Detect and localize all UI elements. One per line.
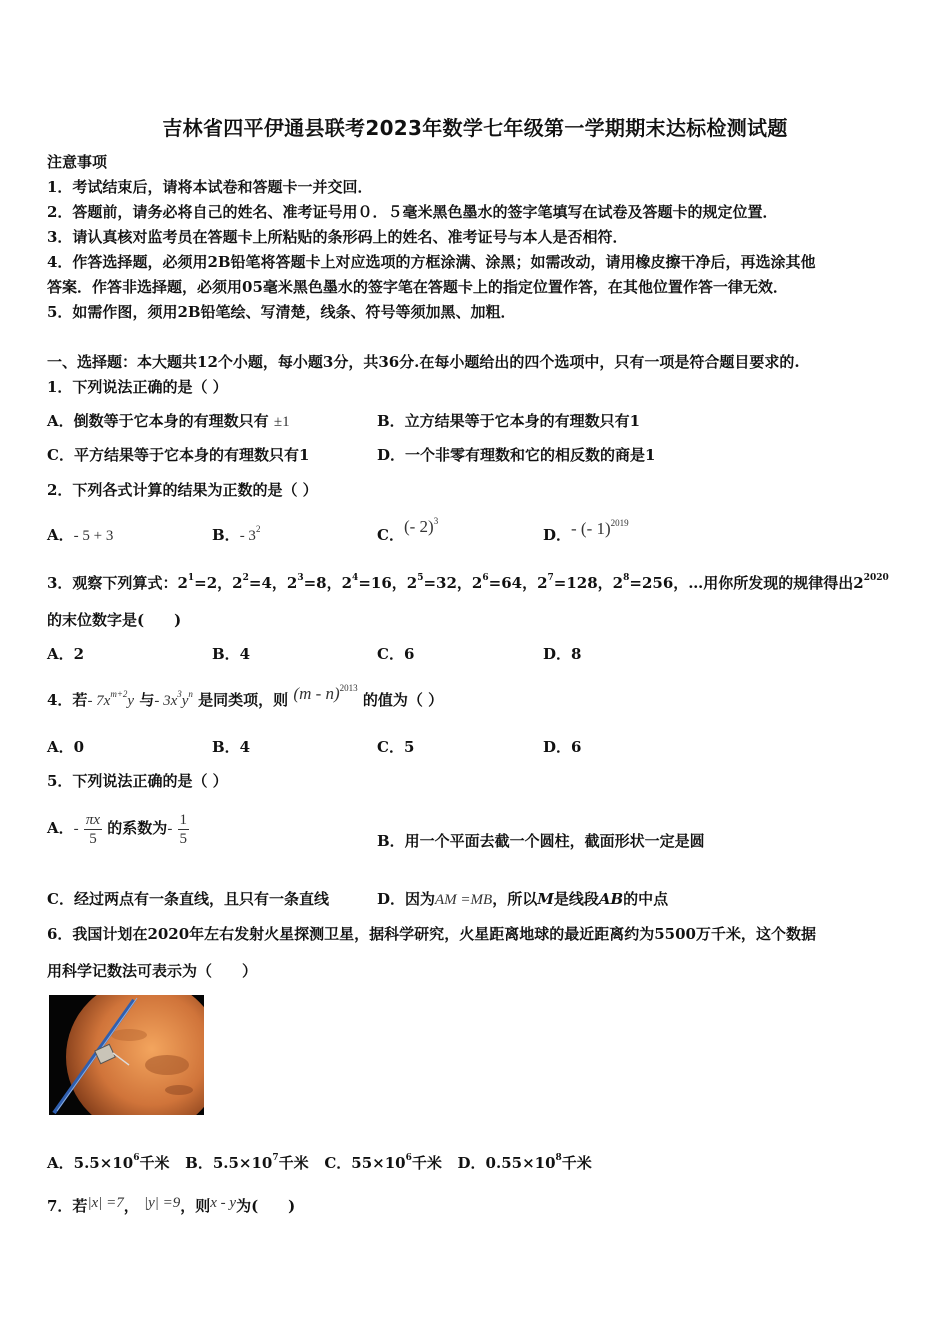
q3-power-exp: 4: [352, 573, 359, 583]
notice-item: 2．答题前，请务必将自己的姓名、准考证号用０．５毫米黑色墨水的签字笔填写在试卷及答题卡的规定位置．: [47, 203, 778, 221]
q3-power-base: 2: [612, 574, 624, 592]
question-1-stem: 1．下列说法正确的是（ ）: [47, 378, 228, 396]
notice-item: 1．考试结束后，请将本试卷和答题卡一并交回．: [47, 178, 373, 196]
q3-power-base: 2: [341, 574, 353, 592]
q3-power-exp: 8: [623, 573, 630, 583]
q6-option-b: B．$5.5\times 10^7$千米: [185, 1153, 309, 1172]
notice-item: 答案．作答非选择题，必须用05毫米黑色墨水的签字笔在答题卡上的指定位置作答，在其他位置作答一律无效．: [47, 278, 788, 296]
q1-option-b: B．立方结果等于它本身的有理数只有1: [377, 412, 641, 430]
q3-power-base: 2: [232, 574, 243, 592]
q5-option-a: A．- $\frac{\pi x}{5}$ 的系数为- $\frac{1}{5}$: [47, 811, 188, 847]
q3-option-c: C．6: [377, 645, 415, 663]
question-3-stem: 3．观察下列算式：$2^1=2$，$2^2=4$，$2^3=8$，$2^4=16$，$2^5=32$，$2^6=64$，$2^7=128$，$2^8=256$，…用你所发现的规律得出$2^{2020}$: [47, 573, 889, 592]
q3-power-value: =8，: [303, 574, 342, 592]
q3-power-exp: 1: [187, 573, 195, 583]
notice-item: 4．作答选择题，必须用2B铅笔将答题卡上对应选项的方框涂满、涂黑；如需改动，请用橡皮擦干净后，再选涂其他: [47, 253, 816, 271]
q3-option-d: D．8: [543, 645, 582, 663]
q6-option-c: C．$55\times 10^6$千米: [324, 1153, 442, 1172]
q3-option-a: A．2: [47, 645, 85, 663]
q4-expr-2: - 3x: [154, 693, 178, 709]
q3-power-base: 2: [406, 574, 418, 592]
q3-power-base: 2: [177, 574, 188, 592]
question-7-stem: 7．若|x| =7， |y| =9，则x - y为( ): [47, 1195, 296, 1215]
q4-option-c: C．5: [377, 738, 415, 756]
q3-option-b: B．4: [212, 645, 251, 663]
q3-power-value: =2，: [194, 574, 233, 592]
q3-power-exp: 7: [547, 573, 554, 583]
q6-options: [47, 1153, 592, 1173]
q1-option-c: C．平方结果等于它本身的有理数只有1: [47, 446, 310, 464]
q1-option-d: D．一个非零有理数和它的相反数的商是1: [377, 446, 656, 464]
q4-option-b: B．4: [212, 738, 251, 756]
q3-power-value: =256，: [629, 574, 689, 592]
q3-power-base: 2: [286, 574, 298, 592]
q5-option-c: C．经过两点有一条直线，且只有一条直线: [47, 890, 329, 908]
notice-item: 3．请认真核对监考员在答题卡上所粘贴的条形码上的姓名、准考证号与本人是否相符．: [47, 228, 628, 246]
question-3-line2: 的末位数字是( ): [47, 611, 182, 629]
q3-power-value: =32，: [423, 574, 472, 592]
q3-power-exp: 6: [482, 573, 489, 583]
question-4-stem: 4．若- $7x^{m+2}y$ 与- $3x^3y^n$ 是同类项，则 (m - n)$^{2013}$ 的值为（ ）: [47, 683, 444, 709]
q3-power-base: 2: [537, 574, 548, 592]
q3-power-base: 2: [471, 574, 483, 592]
notice-item: 5．如需作图，须用2B铅笔绘、写清楚，线条、符号等须加黑、加粗．: [47, 303, 516, 321]
q3-power-value: =128，: [553, 574, 613, 592]
q2-option-b: B．- $3^2$: [212, 524, 261, 544]
q3-power-value: =4，: [248, 574, 287, 592]
page-title: 吉林省四平伊通县联考2023年数学七年级第一学期期末达标检测试题: [162, 116, 788, 140]
q5-option-d: D．因为AM =MB，所以M是线段AB的中点: [377, 890, 669, 908]
q3-power-value: =64，: [488, 574, 538, 592]
q3-power-exp: 2: [242, 573, 249, 583]
q6-option-a: A．$5.5\times 10^6$千米: [47, 1153, 170, 1172]
mars-probe-image: [49, 995, 204, 1115]
question-6-line2: 用科学记数法可表示为（ ）: [47, 962, 258, 980]
q6-option-d: D．$0.55\times 10^8$千米: [457, 1153, 592, 1172]
q4-option-a: A．0: [47, 738, 85, 756]
section-heading: 一、选择题：本大题共12个小题，每小题3分，共36分.在每小题给出的四个选项中，只有一项是符合题目要求的.: [47, 353, 800, 371]
q3-power-exp: 3: [297, 573, 304, 583]
question-2-stem: 2．下列各式计算的结果为正数的是（ ）: [47, 481, 318, 499]
q4-expr-1: - 7x: [87, 693, 111, 709]
question-6-line1: 6．我国计划在2020年左右发射火星探测卫星，据科学研究，火星距离地球的最近距离约为5500万千米，这个数据: [47, 925, 816, 943]
notice-heading: 注意事项: [47, 153, 108, 171]
q4-expr-3: (m - n): [293, 684, 340, 703]
q1-option-a: A．倒数等于它本身的有理数只有 ±1: [47, 412, 290, 430]
q2-option-a: A．- 5 + 3: [47, 526, 114, 544]
q3-power-value: =16，: [358, 574, 407, 592]
q2-option-d: D．- (- 1)$^{2019}$: [543, 518, 629, 544]
q5-option-b: B．用一个平面去截一个圆柱，截面形状一定是圆: [377, 832, 705, 850]
q3-pairs: [177, 574, 688, 592]
q4-option-d: D．6: [543, 738, 582, 756]
q2-option-c: C．(- 2)$^3$: [377, 516, 439, 544]
question-5-stem: 5．下列说法正确的是（ ）: [47, 772, 228, 790]
q3-power-exp: 5: [417, 573, 424, 583]
